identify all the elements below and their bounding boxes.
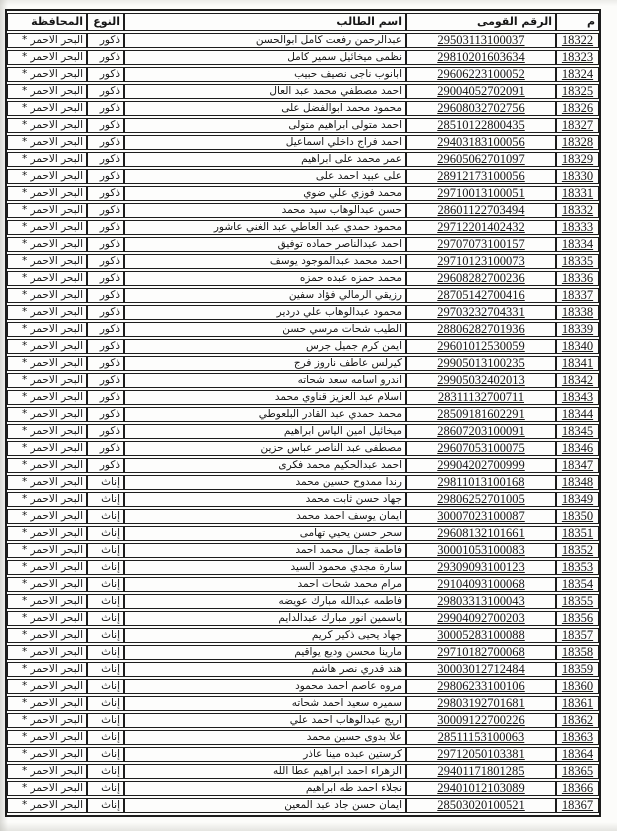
row-gender: ذكور (87, 152, 124, 167)
row-seq: 18336 (556, 271, 599, 286)
row-seq: 18333 (556, 220, 599, 235)
row-student-name: اسلام عبد العزيز قناوي محمد (124, 390, 406, 405)
row-governorate: البحر الاحمر * (7, 407, 87, 422)
row-national-id: 29904202700999 (406, 458, 556, 473)
row-seq: 18340 (556, 339, 599, 354)
table-row (7, 373, 599, 388)
row-gender: ذكور (87, 220, 124, 235)
row-gender: إناث (87, 713, 124, 728)
row-student-name: جهاد يحيى ذكير كريم (124, 628, 406, 643)
row-national-id: 28806282701936 (406, 322, 556, 337)
row-student-name: محمود حمدي عبد العاطي عبد الغني عاشور (124, 220, 406, 235)
row-governorate: البحر الاحمر * (7, 696, 87, 711)
row-governorate: البحر الاحمر * (7, 645, 87, 660)
row-student-name: فاطمه عبدالله مبارك عويضه (124, 594, 406, 609)
row-governorate: البحر الاحمر * (7, 543, 87, 558)
row-governorate: البحر الاحمر * (7, 509, 87, 524)
row-student-name: رندا ممدوح حسين محمد (124, 475, 406, 490)
row-gender: ذكور (87, 390, 124, 405)
row-seq: 18347 (556, 458, 599, 473)
row-national-id: 29806252701005 (406, 492, 556, 507)
row-seq: 18352 (556, 543, 599, 558)
row-student-name: محمود عبدالوهاب علي دردير (124, 305, 406, 320)
row-national-id: 29608132101661 (406, 526, 556, 541)
row-gender: إناث (87, 560, 124, 575)
table-row (7, 798, 599, 813)
table-row (7, 781, 599, 796)
row-gender: ذكور (87, 203, 124, 218)
row-governorate: البحر الاحمر * (7, 679, 87, 694)
row-student-name: احمد محمد عبدالموجود يوسف (124, 254, 406, 269)
row-governorate: البحر الاحمر * (7, 730, 87, 745)
row-national-id: 28607203100091 (406, 424, 556, 439)
row-governorate: البحر الاحمر * (7, 373, 87, 388)
table-row (7, 628, 599, 643)
row-national-id: 29712050103381 (406, 747, 556, 762)
row-governorate: البحر الاحمر * (7, 339, 87, 354)
row-seq: 18329 (556, 152, 599, 167)
row-gender: إناث (87, 475, 124, 490)
table-row (7, 424, 599, 439)
row-gender: ذكور (87, 458, 124, 473)
table-row (7, 730, 599, 745)
row-student-name: الطيب شحات مرسي حسن (124, 322, 406, 337)
row-seq: 18342 (556, 373, 599, 388)
row-seq: 18344 (556, 407, 599, 422)
row-gender: ذكور (87, 50, 124, 65)
row-gender: إناث (87, 543, 124, 558)
row-seq: 18331 (556, 186, 599, 201)
row-national-id: 29403183100056 (406, 135, 556, 150)
row-gender: إناث (87, 679, 124, 694)
row-student-name: مصطفى عبد الناصر عباس حزين (124, 441, 406, 456)
table-row (7, 458, 599, 473)
table-row (7, 747, 599, 762)
table-row (7, 169, 599, 184)
row-student-name: احمد فراج داخلي اسماعيل (124, 135, 406, 150)
row-student-name: احمد عبدالحكيم محمد فكرى (124, 458, 406, 473)
row-national-id: 29401012103089 (406, 781, 556, 796)
row-gender: إناث (87, 798, 124, 813)
row-governorate: البحر الاحمر * (7, 764, 87, 779)
row-governorate: البحر الاحمر * (7, 84, 87, 99)
row-gender: إناث (87, 764, 124, 779)
row-gender: ذكور (87, 407, 124, 422)
row-national-id: 29905032402013 (406, 373, 556, 388)
row-governorate: البحر الاحمر * (7, 322, 87, 337)
students-table (5, 9, 601, 817)
row-gender: ذكور (87, 186, 124, 201)
row-gender: إناث (87, 645, 124, 660)
row-student-name: سحر حسن يحيي تهامى (124, 526, 406, 541)
row-governorate: البحر الاحمر * (7, 152, 87, 167)
row-student-name: عبدالرحمن رفعت كامل ابوالحسن (124, 33, 406, 48)
row-seq: 18365 (556, 764, 599, 779)
row-national-id: 29803192701681 (406, 696, 556, 711)
row-national-id: 29810201603634 (406, 50, 556, 65)
row-seq: 18335 (556, 254, 599, 269)
row-seq: 18334 (556, 237, 599, 252)
row-student-name: نجلاء احمد طه ابراهيم (124, 781, 406, 796)
row-student-name: محمد حمزه عبده حمزه (124, 271, 406, 286)
table-row (7, 611, 599, 626)
row-national-id: 29401171801285 (406, 764, 556, 779)
row-governorate: البحر الاحمر * (7, 203, 87, 218)
row-governorate: البحر الاحمر * (7, 492, 87, 507)
row-national-id: 29608032702756 (406, 101, 556, 116)
row-national-id: 29004052702091 (406, 84, 556, 99)
table-row (7, 356, 599, 371)
table-row (7, 237, 599, 252)
row-governorate: البحر الاحمر * (7, 594, 87, 609)
row-governorate: البحر الاحمر * (7, 628, 87, 643)
header-row (7, 13, 599, 31)
row-national-id: 28509181602291 (406, 407, 556, 422)
row-national-id: 29806233100106 (406, 679, 556, 694)
table-row (7, 441, 599, 456)
row-seq: 18361 (556, 696, 599, 711)
row-governorate: البحر الاحمر * (7, 713, 87, 728)
table-row (7, 407, 599, 422)
row-governorate: البحر الاحمر * (7, 798, 87, 813)
row-student-name: علا بدوى حسين محمد (124, 730, 406, 745)
row-student-name: كرستين عبده مينا عاذر (124, 747, 406, 762)
row-student-name: ميخائيل امين الياس ابراهيم (124, 424, 406, 439)
row-gender: ذكور (87, 169, 124, 184)
table-row (7, 254, 599, 269)
row-gender: ذكور (87, 373, 124, 388)
row-gender: ذكور (87, 237, 124, 252)
row-gender: إناث (87, 747, 124, 762)
row-seq: 18330 (556, 169, 599, 184)
row-student-name: احمد متولى ابراهيم متولى (124, 118, 406, 133)
row-national-id: 29710013100051 (406, 186, 556, 201)
table-row (7, 594, 599, 609)
row-student-name: اريج عبدالوهاب احمد علي (124, 713, 406, 728)
row-student-name: محمود محمد ابوالفضل على (124, 101, 406, 116)
row-student-name: احمد مصطفي محمد عبد العال (124, 84, 406, 99)
col-header-gender: النوع (87, 13, 124, 31)
row-seq: 18325 (556, 84, 599, 99)
row-seq: 18341 (556, 356, 599, 371)
row-national-id: 29607053100075 (406, 441, 556, 456)
row-governorate: البحر الاحمر * (7, 356, 87, 371)
row-governorate: البحر الاحمر * (7, 458, 87, 473)
row-seq: 18350 (556, 509, 599, 524)
table-row (7, 492, 599, 507)
row-governorate: البحر الاحمر * (7, 611, 87, 626)
row-gender: ذكور (87, 356, 124, 371)
row-governorate: البحر الاحمر * (7, 135, 87, 150)
row-seq: 18324 (556, 67, 599, 82)
table-row (7, 152, 599, 167)
row-gender: إناث (87, 492, 124, 507)
row-national-id: 30007023100087 (406, 509, 556, 524)
row-student-name: ايمن كرم جميل جرس (124, 339, 406, 354)
row-gender: ذكور (87, 118, 124, 133)
row-national-id: 29605062701097 (406, 152, 556, 167)
row-national-id: 29904092700203 (406, 611, 556, 626)
row-national-id: 29606223100052 (406, 67, 556, 82)
row-seq: 18337 (556, 288, 599, 303)
row-student-name: سارة مجدي محمود السيد (124, 560, 406, 575)
col-header-governorate: المحافظة (7, 13, 87, 31)
row-gender: ذكور (87, 67, 124, 82)
row-student-name: عمر محمد على ابراهيم (124, 152, 406, 167)
table-row (7, 560, 599, 575)
row-governorate: البحر الاحمر * (7, 169, 87, 184)
row-gender: إناث (87, 526, 124, 541)
row-national-id: 28510122800435 (406, 118, 556, 133)
row-seq: 18332 (556, 203, 599, 218)
row-student-name: ايمان حسن جاد عبد المعين (124, 798, 406, 813)
row-national-id: 29601012530059 (406, 339, 556, 354)
row-seq: 18366 (556, 781, 599, 796)
row-seq: 18326 (556, 101, 599, 116)
row-national-id: 29710123100073 (406, 254, 556, 269)
row-gender: إناث (87, 781, 124, 796)
col-header-student-name: اسم الطالب (124, 13, 406, 31)
row-seq: 18349 (556, 492, 599, 507)
table-row (7, 645, 599, 660)
row-seq: 18367 (556, 798, 599, 813)
row-governorate: البحر الاحمر * (7, 526, 87, 541)
row-seq: 18358 (556, 645, 599, 660)
row-student-name: ياسمين انور مبارك عبدالدايم (124, 611, 406, 626)
row-gender: ذكور (87, 33, 124, 48)
row-national-id: 28705142700416 (406, 288, 556, 303)
row-gender: ذكور (87, 135, 124, 150)
row-student-name: هند قدري نصر هاشم (124, 662, 406, 677)
row-student-name: كيرلس عاطف ناروز فرج (124, 356, 406, 371)
row-student-name: فاطمة جمال محمد احمد (124, 543, 406, 558)
row-seq: 18345 (556, 424, 599, 439)
row-governorate: البحر الاحمر * (7, 33, 87, 48)
table-row (7, 526, 599, 541)
row-seq: 18346 (556, 441, 599, 456)
row-governorate: البحر الاحمر * (7, 305, 87, 320)
table-row (7, 696, 599, 711)
row-governorate: البحر الاحمر * (7, 220, 87, 235)
row-seq: 18323 (556, 50, 599, 65)
row-governorate: البحر الاحمر * (7, 271, 87, 286)
row-governorate: البحر الاحمر * (7, 577, 87, 592)
row-gender: ذكور (87, 339, 124, 354)
row-gender: إناث (87, 730, 124, 745)
row-governorate: البحر الاحمر * (7, 747, 87, 762)
table-row (7, 305, 599, 320)
table-header (7, 13, 599, 31)
row-national-id: 29905013100235 (406, 356, 556, 371)
table-row (7, 390, 599, 405)
row-student-name: اندرو اسامه سعد شحاته (124, 373, 406, 388)
row-gender: ذكور (87, 84, 124, 99)
row-student-name: ابانوب ناجى نصيف حبيب (124, 67, 406, 82)
table-row (7, 288, 599, 303)
row-gender: ذكور (87, 101, 124, 116)
row-national-id: 28511153100063 (406, 730, 556, 745)
row-seq: 18327 (556, 118, 599, 133)
col-header-seq: م (556, 13, 599, 31)
col-header-national-id: الرقم القومى (406, 13, 556, 31)
row-national-id: 28912173100056 (406, 169, 556, 184)
row-seq: 18356 (556, 611, 599, 626)
row-national-id: 29503113100037 (406, 33, 556, 48)
row-governorate: البحر الاحمر * (7, 560, 87, 575)
row-student-name: مروه عاصم احمد محمود (124, 679, 406, 694)
row-national-id: 29104093100068 (406, 577, 556, 592)
row-seq: 18339 (556, 322, 599, 337)
table-row (7, 713, 599, 728)
row-national-id: 28503020100521 (406, 798, 556, 813)
row-seq: 18351 (556, 526, 599, 541)
row-governorate: البحر الاحمر * (7, 390, 87, 405)
table-row (7, 764, 599, 779)
row-national-id: 29703232704331 (406, 305, 556, 320)
row-gender: إناث (87, 662, 124, 677)
row-student-name: رزيقي الرمالي فؤاد سفين (124, 288, 406, 303)
table-row (7, 186, 599, 201)
row-national-id: 30003012712484 (406, 662, 556, 677)
table-row (7, 577, 599, 592)
table-row (7, 322, 599, 337)
row-gender: إناث (87, 577, 124, 592)
row-governorate: البحر الاحمر * (7, 50, 87, 65)
row-gender: ذكور (87, 271, 124, 286)
row-governorate: البحر الاحمر * (7, 254, 87, 269)
row-gender: ذكور (87, 254, 124, 269)
row-student-name: على عبيد احمد على (124, 169, 406, 184)
row-seq: 18348 (556, 475, 599, 490)
row-governorate: البحر الاحمر * (7, 118, 87, 133)
table-row (7, 203, 599, 218)
row-national-id: 29710182700068 (406, 645, 556, 660)
row-gender: ذكور (87, 441, 124, 456)
row-gender: إناث (87, 509, 124, 524)
row-student-name: مارينا محسن وديع يواقيم (124, 645, 406, 660)
table-body (7, 33, 599, 813)
row-governorate: البحر الاحمر * (7, 101, 87, 116)
table-row (7, 84, 599, 99)
table-row (7, 67, 599, 82)
row-student-name: احمد عبدالناصر حماده توفيق (124, 237, 406, 252)
row-student-name: مرام محمد شحات احمد (124, 577, 406, 592)
row-student-name: الزهراء احمد ابراهيم عطا الله (124, 764, 406, 779)
row-student-name: ايمان يوسف احمد محمد (124, 509, 406, 524)
row-governorate: البحر الاحمر * (7, 288, 87, 303)
table-row (7, 220, 599, 235)
table-row (7, 543, 599, 558)
row-national-id: 29712201402432 (406, 220, 556, 235)
row-gender: ذكور (87, 322, 124, 337)
row-gender: إناث (87, 594, 124, 609)
row-national-id: 29608282700236 (406, 271, 556, 286)
row-national-id: 29707073100157 (406, 237, 556, 252)
row-student-name: محمد حمدي عبد القادر البلعوطي (124, 407, 406, 422)
row-governorate: البحر الاحمر * (7, 186, 87, 201)
row-national-id: 30001053100083 (406, 543, 556, 558)
row-gender: ذكور (87, 305, 124, 320)
table-row (7, 679, 599, 694)
row-gender: إناث (87, 628, 124, 643)
row-student-name: سميره سعيد احمد شحاته (124, 696, 406, 711)
row-governorate: البحر الاحمر * (7, 237, 87, 252)
row-national-id: 30005283100088 (406, 628, 556, 643)
row-governorate: البحر الاحمر * (7, 67, 87, 82)
table-row (7, 50, 599, 65)
row-seq: 18364 (556, 747, 599, 762)
row-gender: ذكور (87, 288, 124, 303)
row-gender: إناث (87, 696, 124, 711)
row-seq: 18362 (556, 713, 599, 728)
row-governorate: البحر الاحمر * (7, 475, 87, 490)
row-seq: 18343 (556, 390, 599, 405)
row-seq: 18353 (556, 560, 599, 575)
row-national-id: 28311132700711 (406, 390, 556, 405)
row-governorate: البحر الاحمر * (7, 662, 87, 677)
row-seq: 18363 (556, 730, 599, 745)
table-row (7, 339, 599, 354)
row-national-id: 28601122703494 (406, 203, 556, 218)
row-national-id: 29803313100043 (406, 594, 556, 609)
row-gender: ذكور (87, 424, 124, 439)
row-seq: 18355 (556, 594, 599, 609)
table-row (7, 475, 599, 490)
row-seq: 18359 (556, 662, 599, 677)
row-seq: 18357 (556, 628, 599, 643)
row-national-id: 29811013100168 (406, 475, 556, 490)
row-seq: 18360 (556, 679, 599, 694)
row-seq: 18338 (556, 305, 599, 320)
table-row (7, 118, 599, 133)
row-governorate: البحر الاحمر * (7, 424, 87, 439)
row-student-name: حسن عبدالوهاب سيد محمد (124, 203, 406, 218)
row-seq: 18328 (556, 135, 599, 150)
row-seq: 18354 (556, 577, 599, 592)
table-row (7, 662, 599, 677)
table-row (7, 101, 599, 116)
row-student-name: محمد فوزي علي ضوي (124, 186, 406, 201)
table-row (7, 33, 599, 48)
row-governorate: البحر الاحمر * (7, 781, 87, 796)
table-row (7, 271, 599, 286)
row-gender: إناث (87, 611, 124, 626)
table-row (7, 509, 599, 524)
row-national-id: 29309093100123 (406, 560, 556, 575)
row-national-id: 30009122700226 (406, 713, 556, 728)
row-seq: 18322 (556, 33, 599, 48)
row-governorate: البحر الاحمر * (7, 441, 87, 456)
row-student-name: جهاد حسن ثابت محمد (124, 492, 406, 507)
table-row (7, 135, 599, 150)
row-student-name: نظمى ميخائيل سمير كامل (124, 50, 406, 65)
